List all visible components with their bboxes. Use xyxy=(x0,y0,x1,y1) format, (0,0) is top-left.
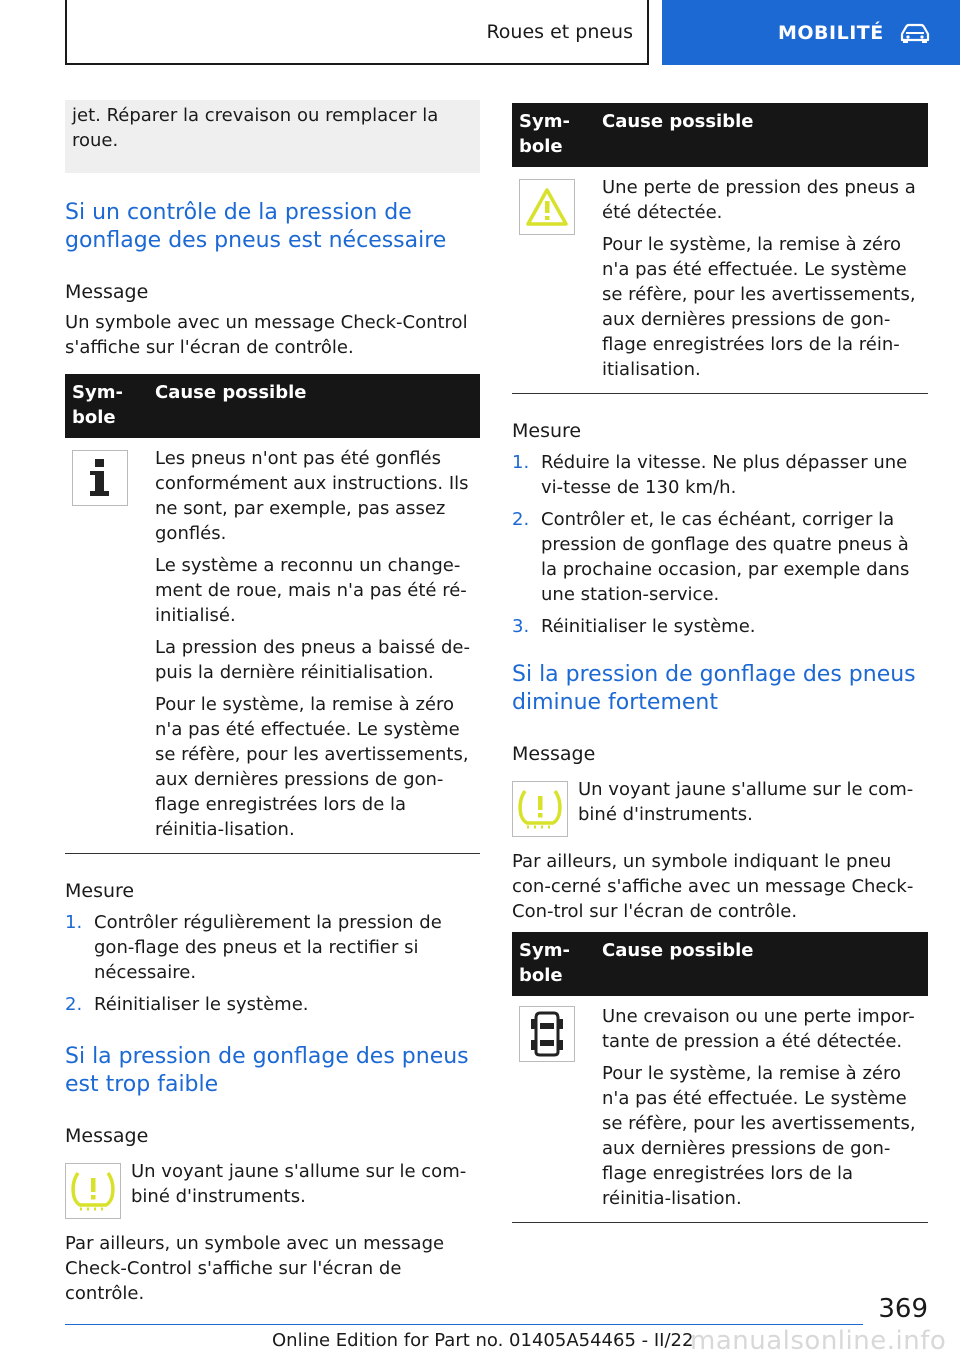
list-item: 1. Contrôler régulièrement la pression de gon-flage des pneus et la rectifier si nécessaire. xyxy=(65,912,442,983)
list-item: 2. Contrôler et, le cas échéant, corriger la pression de gonflage des quatre pneus à la prochaine occasion, par exemple dans une station-service. xyxy=(512,509,910,605)
mesure-label: Mesure xyxy=(65,880,135,902)
info-icon xyxy=(72,450,128,506)
footer-divider xyxy=(65,1324,863,1325)
table-header-cause: Cause possible xyxy=(595,932,928,996)
cause-text: Pour le système, la remise à zéro n'a pas été effectuée. Le système se réfère, pour les avertissements, aux dernières pressions de gon-flage enregistrées lors de la réin-itialisation. xyxy=(602,234,916,380)
edition-text: Online Edition for Part no. 01405A54465 - II/22 xyxy=(272,1330,694,1351)
cause-text: Une crevaison ou une perte impor-tante de pression a été détectée. xyxy=(602,1006,915,1052)
message-row xyxy=(65,1159,480,1219)
heading-check-pressure: Si un contrôle de la pression de gonflage des pneus est nécessaire xyxy=(65,200,447,253)
table-header-cause: Cause possible xyxy=(148,374,480,438)
table-header-symbol: Sym- bole xyxy=(512,103,595,167)
list-item: 2. Réinitialiser le système. xyxy=(65,994,309,1015)
heading-pressure-low: Si la pression de gonflage des pneus est trop faible xyxy=(65,1044,469,1097)
message-after-text: Par ailleurs, un symbole indiquant le pneu con-cerné s'affiche avec un message Check-Con-trol sur l'écran de contrôle. xyxy=(512,851,914,922)
message-text: Un symbole avec un message Check-Control s'affiche sur l'écran de contrôle. xyxy=(65,312,468,358)
cause-text: Pour le système, la remise à zéro n'a pas été effectuée. Le système se réfère, pour les avertissements, aux dernières pressions de gon-flage enregistrées lors de la réinitia-lisation. xyxy=(602,1063,916,1209)
mesure-label: Mesure xyxy=(512,420,582,442)
header-section-tab xyxy=(65,0,649,65)
message-label: Message xyxy=(65,1125,149,1147)
right-column xyxy=(512,100,928,1223)
symbol-table-car xyxy=(512,932,928,1223)
left-column xyxy=(65,100,480,1306)
heading-pressure-drops: Si la pression de gonflage des pneus diminue fortement xyxy=(512,662,916,715)
table-header-symbol: Sym- bole xyxy=(512,932,595,996)
list-item: 3. Réinitialiser le système. xyxy=(512,616,756,637)
cause-text: Les pneus n'ont pas été gonflés conformément aux instructions. Ils ne sont, par exemple, pas assez gonflés. xyxy=(155,448,469,544)
table-header-cause: Cause possible xyxy=(595,103,928,167)
cause-text: Pour le système, la remise à zéro n'a pas été effectuée. Le système se réfère, pour les avertissements, aux dernières pressions de gon-flage enregistrées lors de la réinitia-lisation. xyxy=(155,694,469,840)
car-icon xyxy=(898,22,932,44)
cause-text: Une perte de pression des pneus a été détectée. xyxy=(602,177,916,223)
page-number: 369 xyxy=(878,1294,928,1324)
cause-text: La pression des pneus a baissé de-puis la dernière réinitialisation. xyxy=(155,637,470,683)
table-header-symbol: Sym- bole xyxy=(65,374,148,438)
tire-pressure-warning-icon xyxy=(65,1163,121,1219)
message-text: Un voyant jaune s'allume sur le com-biné d'instruments. xyxy=(578,779,914,825)
message-after-text: Par ailleurs, un symbole avec un message Check-Control s'affiche sur l'écran de contrôle. xyxy=(65,1233,445,1304)
header-chapter-title: MOBILITÉ xyxy=(778,21,884,44)
symbol-table-warning xyxy=(512,103,928,394)
mesure-steps xyxy=(65,910,480,1017)
mesure-steps xyxy=(512,450,928,639)
message-text: Un voyant jaune s'allume sur le com-biné d'instruments. xyxy=(131,1161,467,1207)
continuation-text: jet. Réparer la crevaison ou remplacer la roue. xyxy=(72,105,439,151)
message-row xyxy=(512,777,928,837)
watermark: manualsonline.info xyxy=(690,1326,947,1356)
car-tires-icon xyxy=(519,1006,575,1062)
tire-pressure-warning-icon xyxy=(512,781,568,837)
message-label: Message xyxy=(512,743,596,765)
symbol-table-info xyxy=(65,374,480,854)
message-label: Message xyxy=(65,281,149,303)
warning-triangle-icon xyxy=(519,179,575,235)
continuation-box xyxy=(65,100,480,173)
cause-text: Le système a reconnu un change-ment de roue, mais n'a pas été ré-initialisé. xyxy=(155,555,467,626)
list-item: 1. Réduire la vitesse. Ne plus dépasser une vi-tesse de 130 km/h. xyxy=(512,452,908,498)
header-section-title: Roues et pneus xyxy=(486,20,633,43)
header-chapter-tab xyxy=(662,0,960,65)
